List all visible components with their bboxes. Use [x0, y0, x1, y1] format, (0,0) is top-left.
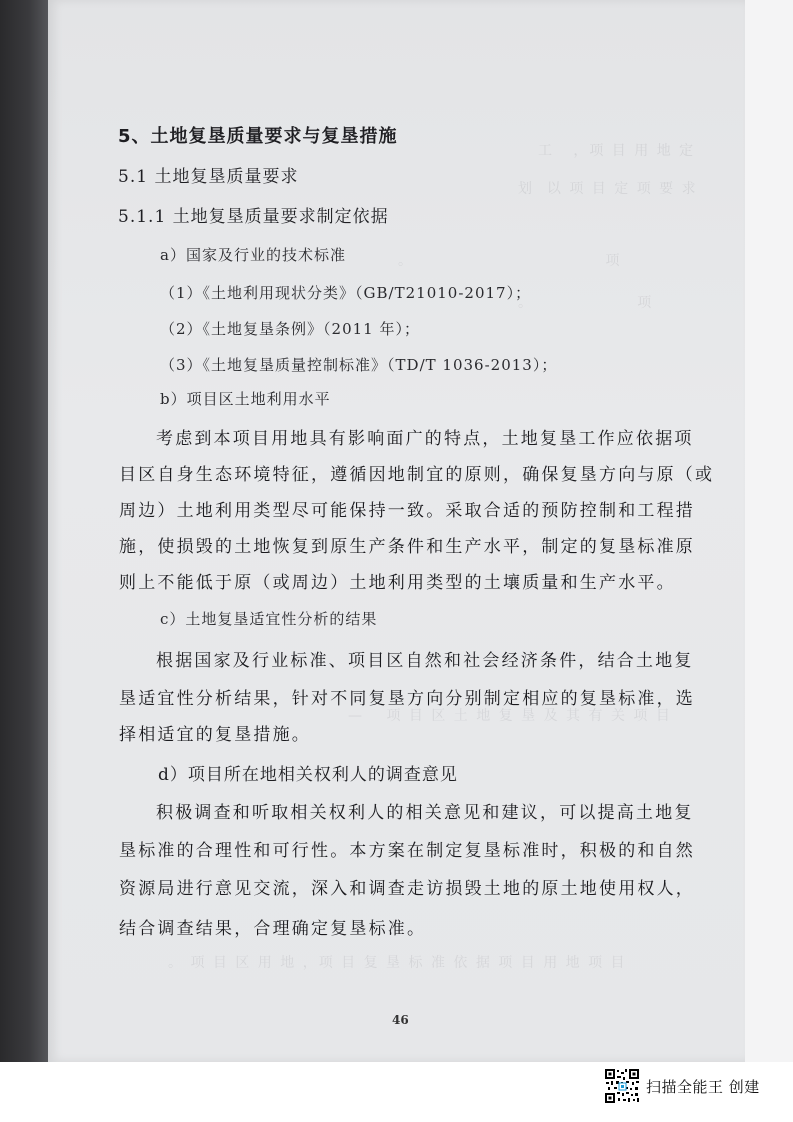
scanner-app-label: 扫描全能王 创建 — [646, 1077, 760, 1096]
page-number: 46 — [392, 1013, 409, 1027]
item-b-heading: b）项目区土地利用水平 — [160, 390, 331, 408]
paragraph-line: 根据国家及行业标准、项目区自然和社会经济条件，结合土地复 — [156, 651, 694, 671]
paragraph-line: 择相适宜的复垦措施。 — [119, 725, 311, 745]
scanned-page — [48, 0, 745, 1062]
item-d-heading: d）项目所在地相关权利人的调查意见 — [158, 765, 458, 785]
item-c-heading: c）土地复垦适宜性分析的结果 — [160, 610, 378, 628]
scanner-right-margin — [745, 0, 793, 1062]
bleed-through-text: 。 项 — [398, 253, 622, 269]
scanner-dark-edge — [0, 0, 48, 1062]
bleed-through-text: — 项 目 区 土 地 复 垦 及 其 有 关 项 目 — [348, 708, 672, 724]
bleed-through-text: 工 ，项 目 用 地 定 — [538, 143, 696, 159]
paragraph-line: 施，使损毁的土地恢复到原生产条件和生产水平，制定的复垦标准原 — [119, 537, 695, 557]
bleed-through-text: 。 项 — [518, 295, 654, 311]
paragraph-line: 目区自身生态环境特征，遵循因地制宜的原则，确保复垦方向与原（或 — [119, 465, 715, 485]
paragraph-line: 周边）土地利用类型尽可能保持一致。采取合适的预防控制和工程措 — [119, 501, 695, 521]
paragraph-line: 垦标准的合理性和可行性。本方案在制定复垦标准时，积极的和自然 — [119, 841, 695, 861]
subsection-title: 5.1 土地复垦质量要求 — [118, 167, 299, 187]
standard-item-1: （1）《土地利用现状分类》（GB/T21010-2017）； — [160, 284, 532, 302]
standard-item-3: （3）《土地复垦质量控制标准》（TD/T 1036-2013）； — [160, 356, 558, 374]
paragraph-line: 结合调查结果，合理确定复垦标准。 — [119, 919, 427, 939]
bleed-through-text: 。 项 目 区 用 地 ，项 目 复 垦 标 准 依 据 项 目 用 地 项 目 — [168, 955, 627, 971]
bleed-through-text: 划 以 项 目 定 项 要 求 — [518, 181, 698, 197]
qr-code-icon — [604, 1068, 640, 1104]
paragraph-line: 垦适宜性分析结果，针对不同复垦方向分别制定相应的复垦标准，选 — [119, 689, 695, 709]
paragraph-line: 考虑到本项目用地具有影响面广的特点，土地复垦工作应依据项 — [156, 429, 694, 449]
item-a-heading: a）国家及行业的技术标准 — [160, 246, 346, 264]
standard-item-2: （2）《土地复垦条例》（2011 年）； — [160, 320, 420, 338]
section-title: 5、土地复垦质量要求与复垦措施 — [118, 126, 398, 147]
paragraph-line: 资源局进行意见交流，深入和调查走访损毁土地的原土地使用权人， — [119, 879, 695, 899]
paragraph-line: 积极调查和听取相关权利人的相关意见和建议，可以提高土地复 — [156, 803, 694, 823]
paragraph-line: 则上不能低于原（或周边）土地利用类型的土壤质量和生产水平。 — [119, 573, 676, 593]
scanner-watermark — [604, 1068, 760, 1104]
subsubsection-title: 5.1.1 土地复垦质量要求制定依据 — [118, 207, 389, 227]
